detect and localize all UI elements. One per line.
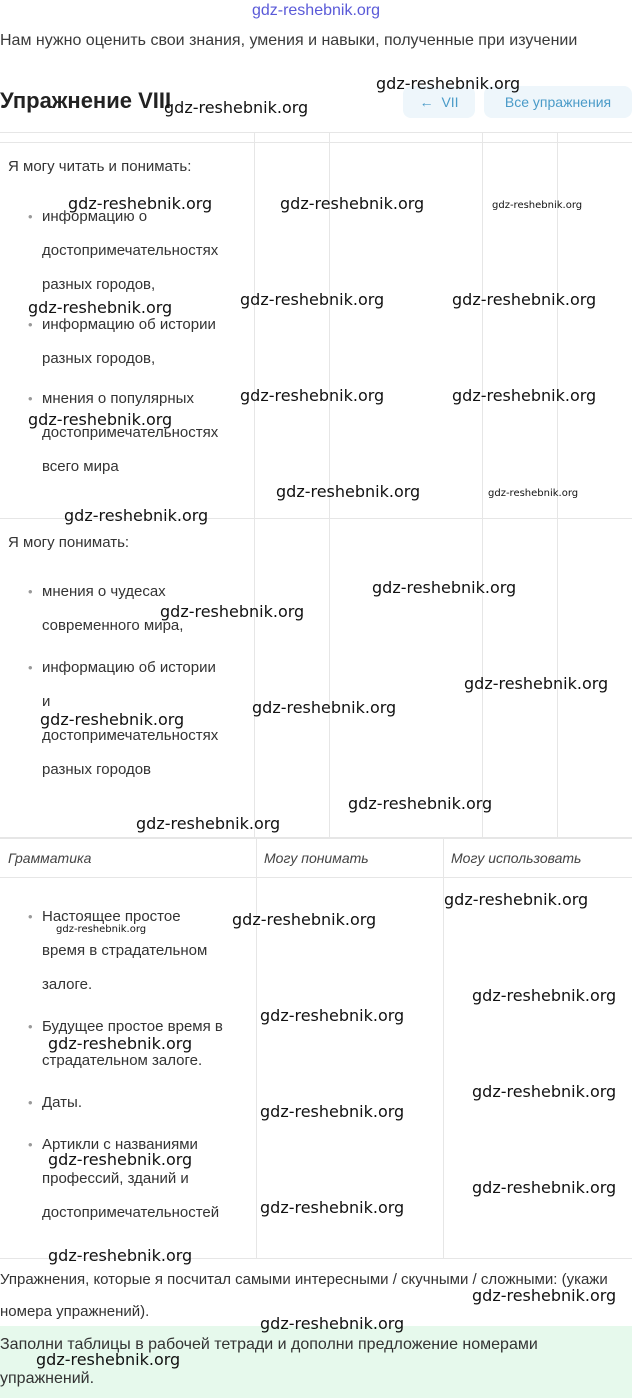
watermark: gdz-reshebnik.org <box>68 194 213 213</box>
watermark: gdz-reshebnik.org <box>28 410 173 429</box>
list-item: • Настоящее простое время в страдательном залоге. <box>8 900 224 1002</box>
watermark: gdz-reshebnik.org <box>472 1286 617 1305</box>
watermark: gdz-reshebnik.org <box>260 1006 405 1025</box>
watermark: gdz-reshebnik.org <box>452 290 597 309</box>
watermark: gdz-reshebnik.org <box>280 194 425 213</box>
watermark: gdz-reshebnik.org <box>372 578 517 597</box>
watermark: gdz-reshebnik.org <box>444 890 589 909</box>
watermark: gdz-reshebnik.org <box>28 298 173 317</box>
watermark: gdz-reshebnik.org <box>276 482 421 501</box>
intro-text: Нам нужно оценить свои знания, умения и навыки, полученные при изучении <box>0 32 578 49</box>
task-note-text: Заполни таблицы в рабочей тетради и дополни предложение номерами упражнений. <box>0 1336 538 1387</box>
watermark: gdz-reshebnik.org <box>56 924 147 935</box>
watermark: gdz-reshebnik.org <box>164 98 309 117</box>
site-title: gdz-reshebnik.org <box>251 2 381 19</box>
reading-heading: Я могу читать и понимать: <box>8 158 192 175</box>
watermark: gdz-reshebnik.org <box>472 1082 617 1101</box>
page-title: Упражнение VIII <box>0 88 172 113</box>
reading-list <box>8 200 224 484</box>
watermark: gdz-reshebnik.org <box>472 986 617 1005</box>
list-item: • мнения о чудесах современного мира, <box>8 575 224 643</box>
watermark: gdz-reshebnik.org <box>252 698 397 717</box>
watermark: gdz-reshebnik.org <box>348 794 493 813</box>
watermark: gdz-reshebnik.org <box>492 200 583 211</box>
grammar-list <box>8 900 224 1230</box>
watermark: gdz-reshebnik.org <box>376 74 521 93</box>
prev-exercise-label: VII <box>441 94 459 110</box>
watermark: gdz-reshebnik.org <box>48 1246 193 1265</box>
watermark: gdz-reshebnik.org <box>452 386 597 405</box>
understand-column-header: Могу понимать <box>264 850 369 866</box>
grammar-column-header: Грамматика <box>8 850 92 866</box>
listening-heading: Я могу понимать: <box>8 534 130 551</box>
watermark: gdz-reshebnik.org <box>64 506 209 525</box>
exercise-header <box>0 86 632 120</box>
footer-text: Упражнения, которые я посчитал самыми интересными / скучными / сложными: (укажи номера упражнений). <box>0 1271 608 1320</box>
watermark: gdz-reshebnik.org <box>160 602 305 621</box>
watermark: gdz-reshebnik.org <box>48 1034 193 1053</box>
list-item: • Артикли с названиями профессий, зданий и достопримечательностей <box>8 1128 224 1230</box>
watermark: gdz-reshebnik.org <box>136 814 281 833</box>
watermark: gdz-reshebnik.org <box>464 674 609 693</box>
list-item: • информацию об истории разных городов, <box>8 308 224 376</box>
list-item: • информацию об истории и достопримечательностях разных городов <box>8 651 224 787</box>
list-item: • Будущее простое время в страдательном залоге. <box>8 1010 224 1078</box>
all-exercises-button[interactable]: Все упражнения <box>484 86 632 118</box>
watermark: gdz-reshebnik.org <box>488 488 579 499</box>
watermark: gdz-reshebnik.org <box>40 710 185 729</box>
watermark: gdz-reshebnik.org <box>240 386 385 405</box>
watermark: gdz-reshebnik.org <box>48 1150 193 1169</box>
watermark: gdz-reshebnik.org <box>240 290 385 309</box>
list-item: • Даты. <box>8 1086 224 1120</box>
list-item: • мнения о популярных достопримечательностях всего мира <box>8 382 224 484</box>
watermark: gdz-reshebnik.org <box>472 1178 617 1197</box>
list-item: • информацию о достопримечательностях разных городов, <box>8 200 224 302</box>
watermark: gdz-reshebnik.org <box>260 1102 405 1121</box>
watermark: gdz-reshebnik.org <box>260 1314 405 1333</box>
watermark: gdz-reshebnik.org <box>232 910 377 929</box>
grammar-table-header <box>0 838 632 878</box>
use-column-header: Могу использовать <box>451 850 582 866</box>
watermark: gdz-reshebnik.org <box>36 1350 181 1369</box>
watermark: gdz-reshebnik.org <box>260 1198 405 1217</box>
arrow-left-icon: ← <box>419 94 434 110</box>
